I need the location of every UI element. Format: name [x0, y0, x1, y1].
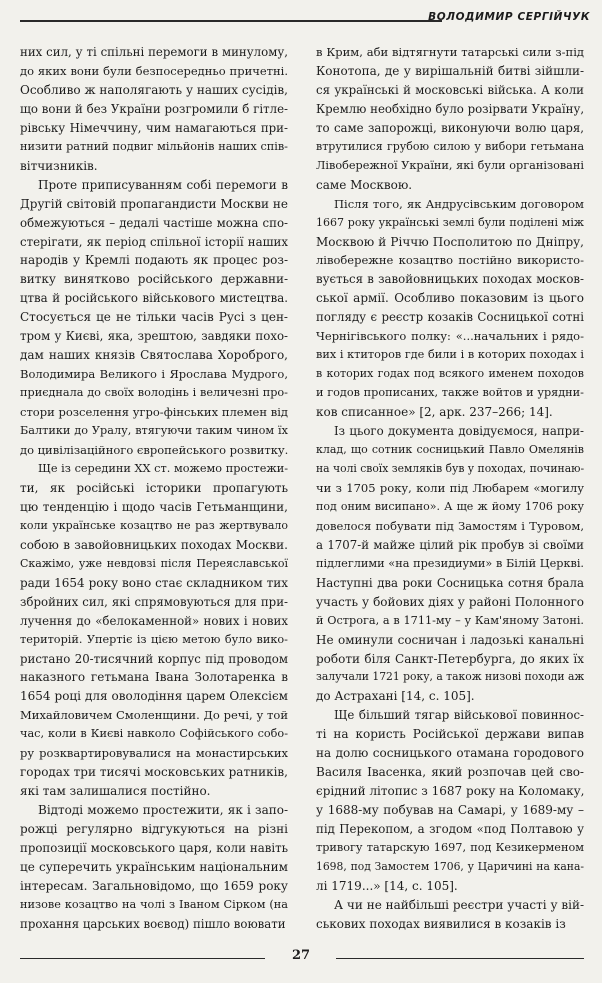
text-line: лучення до «белокаменной» нових і нових [20, 613, 288, 628]
text-line: то саме запорожці, виконуючи волю царя, [316, 120, 584, 135]
paragraph [20, 801, 288, 934]
text-line: територій. Упертіє із цією метою було вико- [20, 632, 288, 646]
text-line: дам наших князів Святослава Хороброго, [20, 348, 288, 363]
text-line: Після того, як Андрусівським договором [334, 196, 584, 211]
text-line: низити ратний подвиг мільйонів наших спів- [20, 139, 288, 153]
text-line: довелося побувати під Замостям і Туровом, [316, 518, 584, 533]
text-line: погляду є реєстр козаків Сосницької сотні [316, 310, 584, 325]
text-line: до яких вони були безпосередньо причетні. [20, 63, 288, 78]
paragraph [316, 706, 584, 896]
text-line: Василя Івасенка, який розпочав цей сво- [316, 765, 584, 780]
text-line: ської армії. Особливо показовим із цього [316, 291, 584, 306]
text-line: Із цього документа довідуємося, напри- [334, 424, 584, 439]
header-rule [20, 20, 442, 22]
text-line: на чолі своїх земляків був у походах, починаю- [316, 461, 584, 475]
text-line: рожці регулярно відгукуються на різні [20, 822, 288, 837]
text-line: Володимира Великого і Ярослава Мудрого, [20, 367, 288, 382]
text-line: ти, як російські історики пропагують [20, 480, 288, 495]
text-line: 1654 році для оволодіння царем Олексієм [20, 689, 288, 704]
text-line: які там залишалися постійно. [20, 784, 211, 799]
text-line: ті на користь Російської держави випав [316, 727, 584, 742]
text-line: Не оминули сосничан і ладозькі канальні [316, 632, 584, 647]
text-line: роботи біля Санкт-Петербурга, до яких їх [316, 651, 584, 666]
text-line: участь у бойових діях у районі Полонного [316, 594, 584, 609]
page-number: 27 [291, 948, 311, 963]
text-line: ради 1654 року воно стає складником тих [20, 575, 288, 590]
text-line: 1667 року українські землі були поділені між [316, 215, 584, 229]
text-line: до цивілізаційного європейського розвитку. [20, 443, 288, 458]
text-line: підлеглими «на президиуми» в Білій Церкві. [316, 556, 584, 570]
footer-rule-left [20, 958, 265, 959]
text-line: інтересам. Загальновідомо, що 1659 року [20, 878, 288, 893]
text-line: це суперечить українським національним [20, 859, 288, 874]
text-line: под оним висипано». А ще ж йому 1706 року [316, 499, 584, 513]
paragraph [316, 896, 584, 934]
text-line: низове козацтво на чолі з Іваном Сірком (на [20, 897, 288, 911]
paragraph [316, 195, 584, 422]
running-header [20, 10, 592, 32]
right-column [316, 43, 584, 934]
text-line: ся українські й московські війська. А коли [316, 82, 584, 97]
text-line: наказного гетьмана Івана Золотаренка в [20, 670, 288, 685]
text-line: Чернігівського полку: «...начальних і рядо- [316, 329, 584, 344]
text-line: них сил, у ті спільні перемоги в минулому, [20, 45, 288, 59]
text-line: Михайловичем Смоленщини. До речі, у той [20, 708, 288, 723]
text-line: рівську Німеччину, чим намагаються при- [20, 120, 288, 135]
text-line: Скажімо, уже невдовзі після Переяславської [20, 556, 288, 570]
text-line: пропозиції московського царя, коли навіть [20, 841, 288, 856]
text-line: що вони й без України розгромили б гітле- [20, 101, 288, 116]
text-line: коли українське козацтво не раз жертвувало [20, 518, 288, 532]
text-line: Проте приписуванням собі перемоги в [38, 177, 288, 192]
text-line: Ще більший тягар військової повиннос- [334, 708, 584, 723]
text-line: час, коли в Києві навколо Софійського собо- [20, 727, 288, 741]
text-line: на долю сосницького отамана городового [316, 746, 584, 761]
text-line: чи з 1705 року, коли під Любарем «могилу [316, 480, 584, 495]
text-line: Стосується це не тільки часів Русі з цен- [20, 310, 288, 325]
text-line: ру розквартировувалися на монастирських [20, 746, 288, 761]
text-line: під Перекопом, а згодом «под Полтавою у [316, 822, 584, 837]
text-line: цю тенденцію і щодо часів Гетьманщини, [20, 499, 288, 514]
footer-rule-right [336, 958, 584, 959]
running-title: ВОЛОДИМИР СЕРГІЙЧУК [428, 11, 590, 23]
text-line: в Крим, аби відтягнути татарські сили з-під [316, 45, 584, 59]
text-line: єрідний літопис з 1687 року на Коломаку, [316, 784, 584, 799]
text-line: цтва й російського військового мистецтва. [20, 291, 288, 306]
paragraph [316, 422, 584, 706]
text-line: 1698, под Замостем 1706, у Царичині на кана- [316, 859, 584, 873]
text-line: стерігати, як період спільної історії наших [20, 234, 288, 249]
paragraph [316, 43, 584, 195]
text-line: клад, що сотник сосницький Павло Омелянів [316, 443, 584, 457]
text-line: ськових походах виявилися в козаків із [316, 916, 566, 931]
text-line: тривогу татарскую 1697, под Кезикерменом [316, 841, 584, 855]
paragraph [20, 43, 288, 176]
left-column [20, 43, 288, 934]
text-line: залучали 1721 року, а також низові походи аж [316, 670, 584, 684]
text-line: Відтоді можемо простежити, як і запо- [38, 803, 288, 818]
text-line: Конотопа, де у вирішальній битві зійшли- [316, 63, 584, 78]
text-line: Ще із середини XX ст. можемо простежи- [38, 461, 288, 475]
text-line: Особливо ж наполягають у наших сусідів, [20, 82, 288, 97]
text-line: Москвою й Річчю Посполитою по Дніпру, [316, 234, 584, 249]
text-line: у 1688-му побував на Самарі, у 1689-му – [316, 803, 584, 818]
text-line: вується в завойовницьких походах москов- [316, 272, 584, 287]
paragraph [20, 176, 288, 460]
text-line: Другій світовій пропагандисти Москви не [20, 196, 288, 211]
text-line: собою в завойовницьких походах Москви. [20, 537, 288, 552]
text-line: и годов прописаних, также войтов и урядни- [316, 386, 584, 400]
text-line: Наступні два роки Сосницька сотня брала [316, 575, 584, 590]
text-line: лі 1719...» [14, с. 105]. [316, 878, 458, 893]
text-line: саме Москвою. [316, 177, 413, 192]
text-line: обмежуються – дедалі частіше можна спо- [20, 215, 288, 230]
paragraph [20, 460, 288, 801]
text-line: Кремлю необхідно було розірвати Україну, [316, 101, 584, 116]
text-line: вих і ктиторов где били і в которих походах і [316, 348, 584, 362]
text-line: А чи не найбільші реєстри участі у вій- [334, 897, 584, 912]
text-line: прохання царських воєвод) пішло воювати [20, 916, 286, 931]
text-line: в которих годах под всякого именем походов [316, 367, 584, 381]
text-line: тром у Києві, яка, зрештою, завдяки похо- [20, 329, 288, 344]
text-line: Балтики до Уралу, втягуючи таким чином їх [20, 424, 288, 438]
text-line: втрутилися грубою силою у вибори гетьмана [316, 139, 584, 153]
text-line: городах три тисячі московських ратників, [20, 765, 288, 780]
text-line: ков списанное» [2, арк. 237–266; 14]. [316, 405, 553, 420]
text-line: вітчизників. [20, 158, 98, 173]
text-line: лівобережне козацтво постійно використо- [316, 253, 584, 268]
text-line: витку винятково російського державни- [20, 272, 288, 287]
text-line: народів у Кремлі подають як процес роз- [20, 253, 288, 268]
text-line: стори розселення угро-фінських племен від [20, 405, 288, 420]
text-line: приєднала до своїх володінь і величезні про- [20, 386, 288, 400]
text-line: Лівобережної України, які були організовані [316, 158, 584, 172]
text-line: ристано 20-тисячний корпус під проводом [20, 651, 288, 666]
text-line: а 1707-й майже цілий рік пробув зі своїми [316, 537, 584, 552]
text-line: до Астрахані [14, с. 105]. [316, 689, 475, 704]
text-line: й Острога, а в 1711-му – у Кам'яному Затоні. [316, 613, 584, 627]
text-line: збройних сил, які спрямовуються для при- [20, 594, 288, 609]
